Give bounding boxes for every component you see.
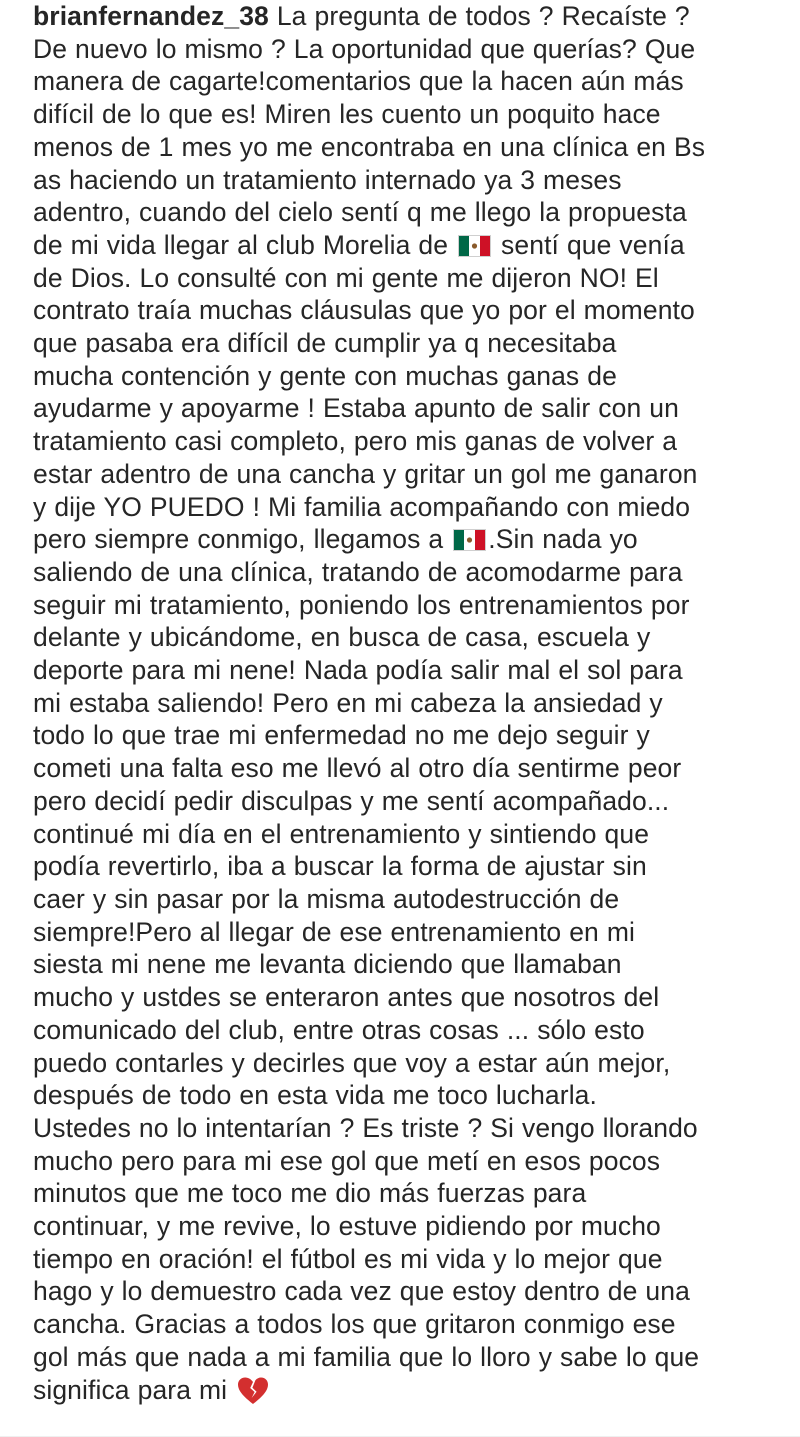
caption-line (33, 229, 783, 262)
caption-line: mucha contención y gente con muchas ganas de (33, 360, 617, 391)
caption-line: cometi una falta eso me llevó al otro día sentirme peor (33, 753, 682, 784)
caption-line: hago y lo demuestro cada vez que estoy dentro de una (33, 1276, 690, 1307)
caption-text: de mi vida llegar al club Morelia de (33, 229, 457, 260)
caption-line: continué mi día en el entrenamiento y sintiendo que (33, 818, 650, 849)
caption-line: siempre!Pero al llegar de ese entrenamiento en mi (33, 916, 636, 947)
caption-line: comunicado del club, entre otras cosas ... sólo esto (33, 1014, 645, 1045)
caption-text: La pregunta de todos ? Recaíste ? (268, 1, 690, 31)
post-caption (33, 0, 783, 1406)
caption-line: mucho y ustdes se enteraron antes que nosotros del (33, 982, 660, 1013)
caption-line: minutos que me toco me dio más fuerzas para (33, 1178, 587, 1209)
caption-line: mucho pero para mi ese gol que metí en esos pocos (33, 1145, 661, 1176)
caption-line: contrato traía muchas cláusulas que yo por el momento (33, 295, 695, 326)
caption-line: después de todo en esta vida me toco lucharla. (33, 1080, 597, 1111)
broken-heart-icon (237, 1376, 269, 1406)
caption-line: difícil de lo que es! Miren les cuento un poquito hace (33, 99, 661, 130)
caption-line: adentro, cuando del cielo sentí q me llego la propuesta (33, 197, 687, 228)
caption-line: cancha. Gracias a todos los que gritaron conmigo ese (33, 1309, 676, 1340)
caption-line: siesta mi nene me levanta diciendo que llamaban (33, 949, 622, 980)
caption-line: ayudarme y apoyarme ! Estaba apunto de salir con un (33, 393, 679, 424)
caption-line: podía revertirlo, iba a buscar la forma de ajustar sin (33, 851, 647, 882)
caption-text: pero siempre conmigo, llegamos a (33, 524, 452, 555)
caption-line: puedo contarles y decirles que voy a estar aún mejor, (33, 1047, 671, 1078)
caption-line: continuar, y me revive, lo estuve pidiendo por mucho (33, 1211, 661, 1242)
caption-line: saliendo de una clínica, tratando de acomodarme para (33, 556, 683, 587)
caption-line: todo lo que trae mi enfermedad no me dejo seguir y (33, 720, 650, 751)
caption-line: caer y sin pasar por la misma autodestrucción de (33, 883, 620, 914)
caption-text: sentí que venía (493, 229, 685, 260)
caption-line: manera de cagarte!comentarios que la hacen aún más (33, 66, 684, 97)
caption-line: deporte para mi nene! Nada podía salir mal el sol para (33, 655, 683, 686)
caption-line: Ustedes no lo intentarían ? Es triste ? Si vengo llorando (33, 1112, 698, 1143)
caption-line: menos de 1 mes yo me encontraba en una clínica en Bs (33, 131, 706, 162)
caption-line: de Dios. Lo consulté con mi gente me dijeron NO! El (33, 262, 659, 293)
caption-line: tiempo en oración! el fútbol es mi vida y lo mejor que (33, 1243, 663, 1274)
caption-line: pero decidí pedir disculpas y me sentí acompañado... (33, 785, 670, 816)
caption-line (33, 523, 783, 556)
caption-line (33, 1374, 783, 1407)
caption-line: tratamiento casi completo, pero mis ganas de volver a (33, 426, 678, 457)
mexico-flag-icon (453, 529, 486, 551)
caption-line: gol más que nada a mi familia que lo lloro y sabe lo que (33, 1341, 700, 1372)
username-link[interactable]: brianfernandez_38 (33, 1, 269, 31)
caption-text: significa para mi (33, 1374, 236, 1405)
caption-line: delante y ubicándome, en busca de casa, escuela y (33, 622, 651, 653)
caption-text: .Sin nada yo (488, 524, 638, 555)
mexico-flag-icon (458, 235, 491, 257)
caption-line: seguir mi tratamiento, poniendo los entrenamientos por (33, 589, 690, 620)
caption-line: y dije YO PUEDO ! Mi familia acompañando con miedo (33, 491, 691, 522)
caption-line: que pasaba era difícil de cumplir ya q necesitaba (33, 328, 617, 359)
caption-line: estar adentro de una cancha y gritar un gol me ganaron (33, 458, 698, 489)
caption-line (33, 0, 783, 33)
caption-line: as haciendo un tratamiento internado ya 3 meses (33, 164, 622, 195)
caption-line: De nuevo lo mismo ? La oportunidad que querías? Que (33, 33, 696, 64)
caption-line: mi estaba saliendo! Pero en mi cabeza la ansiedad y (33, 687, 663, 718)
